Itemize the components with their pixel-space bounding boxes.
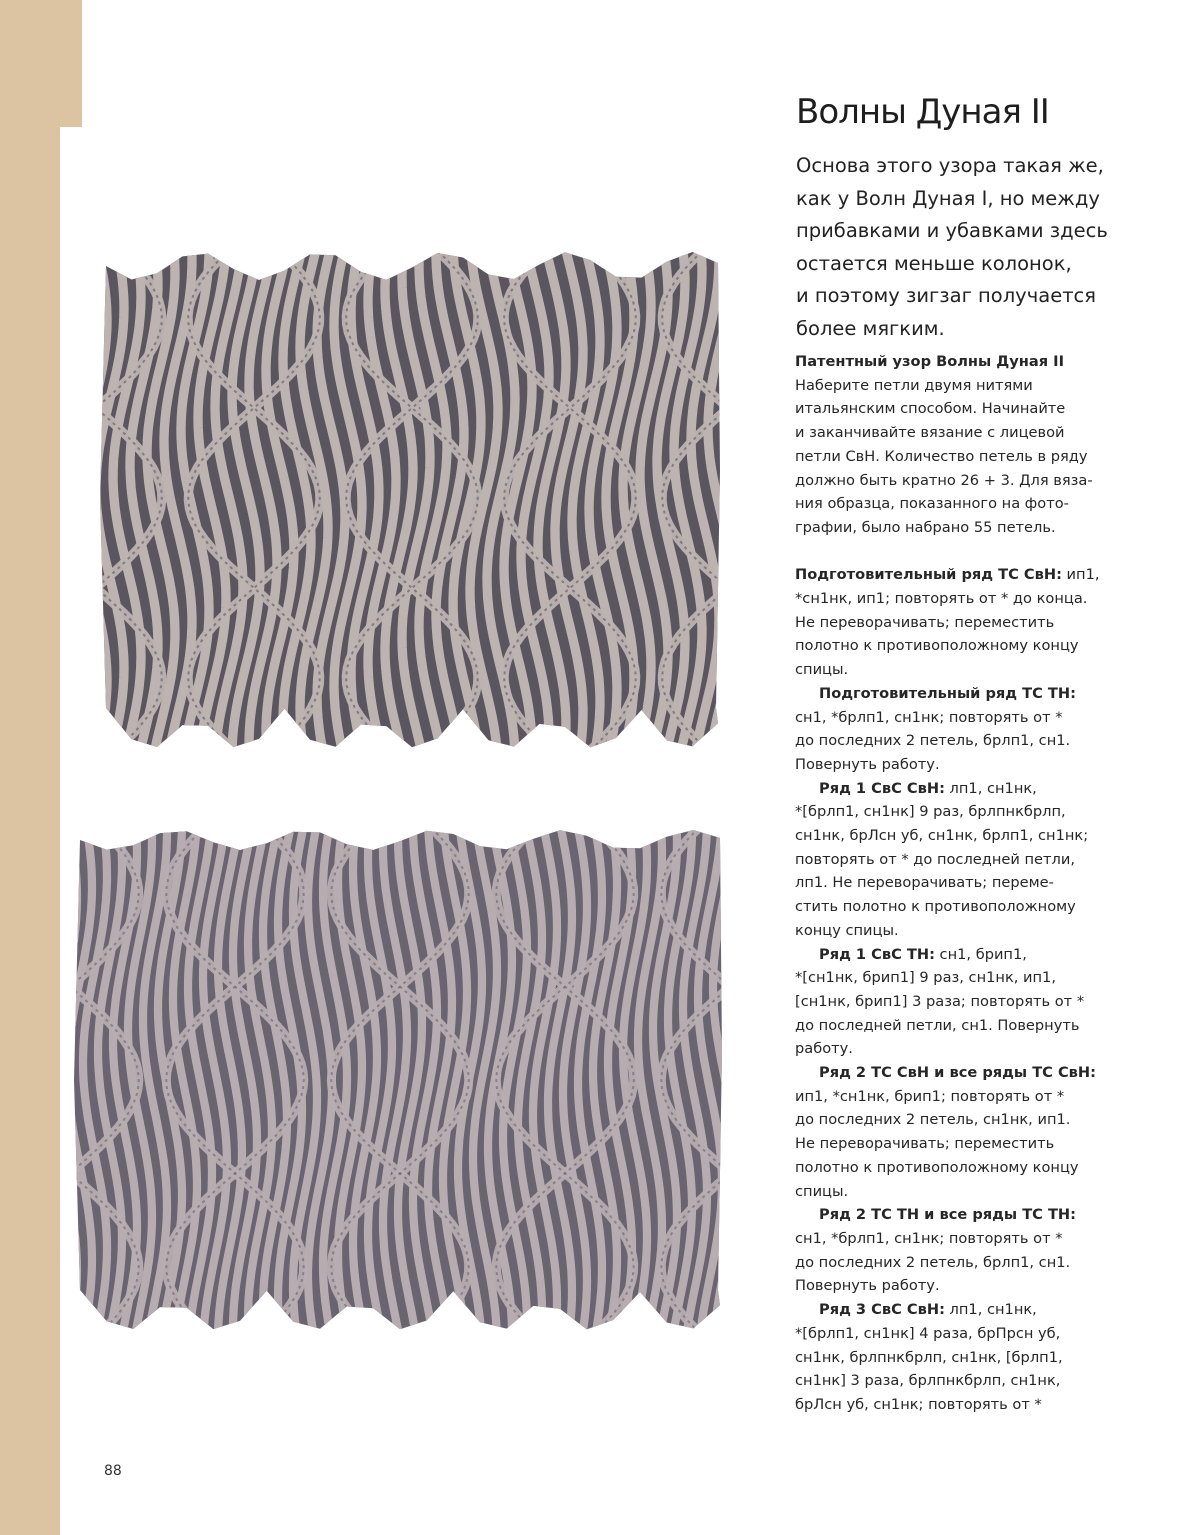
row-instruction-start bbox=[795, 1203, 1115, 1227]
cast-on-line: Наберите петли двумя нитями bbox=[795, 376, 1033, 394]
row-instruction-line: *сн1нк, ип1; повторять от * до конца. bbox=[795, 590, 1088, 608]
row-instruction-start: Ряд 1 СвС ТН: сн1, брип1, bbox=[819, 945, 1027, 963]
intro-line: остается меньше колонок, bbox=[796, 251, 1072, 275]
swatch-photo-bottom bbox=[70, 800, 730, 1360]
row-instruction-start bbox=[795, 1061, 1115, 1085]
page-title: Волны Дуная II bbox=[796, 92, 1049, 132]
row-instruction-line: сн1нк, брлпнкбрлп, сн1нк, [брлп1, bbox=[795, 1348, 1063, 1366]
row-instruction-start: Подготовительный ряд ТС СвН: ип1, bbox=[795, 566, 1100, 584]
row-instruction-line: полотно к противоположному концу bbox=[795, 1158, 1079, 1176]
row-instruction-line: брЛсн уб, сн1нк; повторять от * bbox=[795, 1395, 1042, 1413]
row-label: Подготовительный ряд ТС СвН: bbox=[795, 566, 1062, 584]
row-instruction-line: ип1, *сн1нк, брип1; повторять от * bbox=[795, 1087, 1065, 1105]
intro-line: прибавками и убавками здесь bbox=[796, 219, 1108, 243]
row-instruction-line: работу. bbox=[795, 1040, 853, 1058]
row-instruction-start bbox=[795, 682, 1115, 706]
paragraph-gap bbox=[795, 540, 1115, 564]
row-instruction-line: повторять от * до последней петли, bbox=[795, 850, 1075, 868]
row-instruction-start: Ряд 1 СвС СвН: лп1, сн1нк, bbox=[819, 779, 1037, 797]
row-label: Ряд 2 ТС СвН и все ряды ТС СвН: bbox=[819, 1064, 1096, 1082]
pattern-name: Патентный узор Волны Дуная II bbox=[795, 353, 1065, 370]
row-instruction-line: *[брлп1, сн1нк] 4 раза, брПрсн уб, bbox=[795, 1324, 1061, 1342]
cast-on-line: ния образца, показанного на фото- bbox=[795, 495, 1069, 513]
cast-on-line: должно быть кратно 26 + 3. Для вяза- bbox=[795, 471, 1093, 489]
row-instruction-line: лп1. Не переворачивать; переме- bbox=[795, 874, 1054, 892]
page-edge-corner bbox=[60, 0, 82, 127]
cast-on-line: петли СвН. Количество петель в ряду bbox=[795, 447, 1088, 465]
row-instruction-line: сн1нк] 3 раза, брлпнкбрлп, сн1нк, bbox=[795, 1372, 1061, 1390]
row-instruction-line: Повернуть работу. bbox=[795, 755, 940, 773]
row-instruction-line: стить полотно к противоположному bbox=[795, 898, 1076, 916]
row-instruction-start: Ряд 3 СвС СвН: лп1, сн1нк, bbox=[819, 1301, 1037, 1319]
cast-on-line: и заканчивайте вязание с лицевой bbox=[795, 424, 1065, 442]
row-instruction-line: до последних 2 петель, брлп1, сн1. bbox=[795, 1253, 1071, 1271]
row-instruction-line: концу спицы. bbox=[795, 921, 899, 939]
row-instruction-line: *[сн1нк, брип1] 9 раз, сн1нк, ип1, bbox=[795, 969, 1056, 987]
pattern-instructions bbox=[795, 350, 1115, 1417]
swatch-photo-top bbox=[96, 228, 728, 768]
row-instruction-line: сн1нк, брЛсн уб, сн1нк, брлп1, сн1нк; bbox=[795, 827, 1089, 845]
row-label: Ряд 1 СвС СвН: bbox=[819, 779, 945, 797]
intro-text bbox=[796, 150, 1136, 346]
intro-line: и поэтому зигзаг получается bbox=[796, 284, 1097, 308]
row-label: Подготовительный ряд ТС ТН: bbox=[819, 684, 1076, 702]
row-instruction-line: спицы. bbox=[795, 1182, 849, 1200]
cast-on-line: графии, было набрано 55 петель. bbox=[795, 518, 1056, 536]
cast-on-line: итальянским способом. Начинайте bbox=[795, 400, 1066, 418]
row-instruction-line: до последней петли, сн1. Повернуть bbox=[795, 1016, 1080, 1034]
row-instruction-line: сн1, *брлп1, сн1нк; повторять от * bbox=[795, 708, 1063, 726]
row-instruction-line: Не переворачивать; переместить bbox=[795, 613, 1055, 631]
page-edge-band bbox=[0, 0, 60, 1535]
intro-line: более мягким. bbox=[796, 316, 945, 340]
intro-line: Основа этого узора такая же, bbox=[796, 154, 1104, 177]
row-label: Ряд 2 ТС ТН и все ряды ТС ТН: bbox=[819, 1206, 1076, 1224]
row-instruction-line: до последних 2 петель, брлп1, сн1. bbox=[795, 732, 1071, 750]
page-number: 88 bbox=[104, 1463, 122, 1479]
row-instruction-line: до последних 2 петель, сн1нк, ип1. bbox=[795, 1111, 1071, 1129]
row-instruction-line: полотно к противоположному концу bbox=[795, 637, 1079, 655]
intro-line: как у Волн Дуная I, но между bbox=[796, 186, 1100, 210]
row-label: Ряд 1 СвС ТН: bbox=[819, 945, 935, 963]
row-instruction-line: *[брлп1, сн1нк] 9 раз, брлпнкбрлп, bbox=[795, 803, 1066, 821]
row-instruction-line: спицы. bbox=[795, 661, 849, 679]
row-instruction-line: Не переворачивать; переместить bbox=[795, 1135, 1055, 1153]
row-instruction-line: сн1, *брлп1, сн1нк; повторять от * bbox=[795, 1230, 1063, 1247]
row-label: Ряд 3 СвС СвН: bbox=[819, 1301, 945, 1319]
row-instruction-line: [сн1нк, брип1] 3 раза; повторять от * bbox=[795, 992, 1085, 1010]
row-instruction-line: Повернуть работу. bbox=[795, 1277, 940, 1295]
